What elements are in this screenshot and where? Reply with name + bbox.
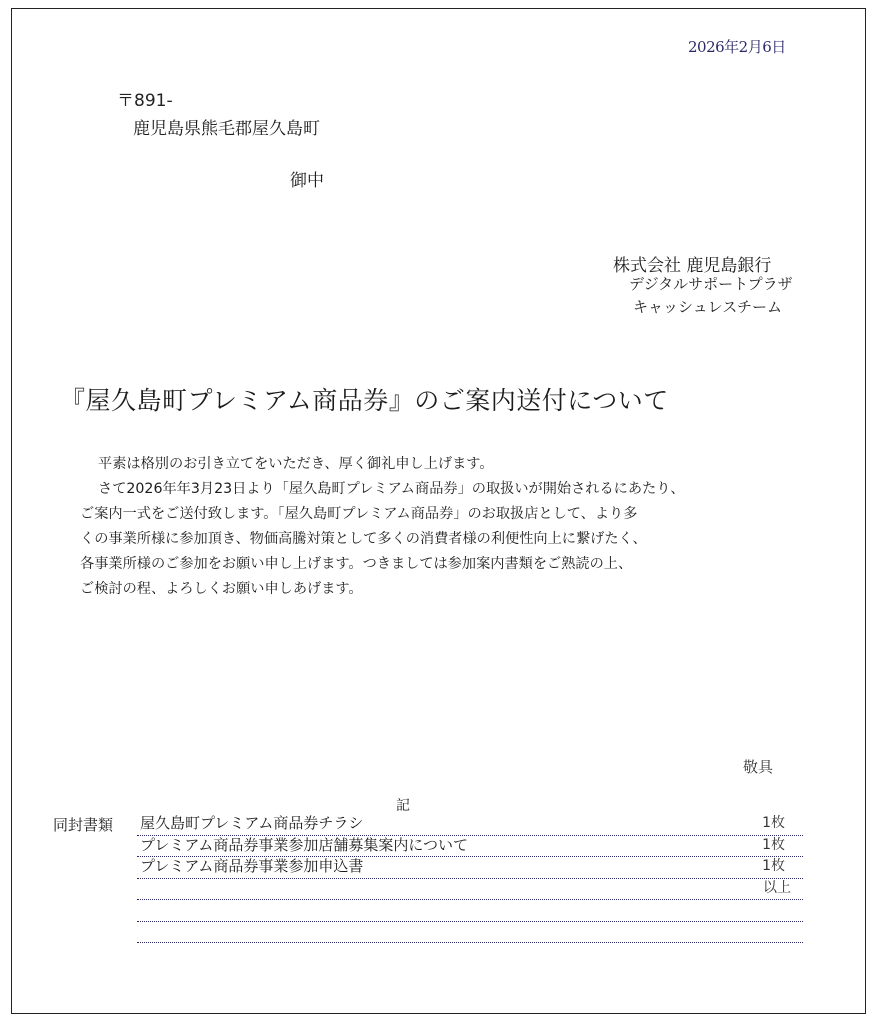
closing-keigu: 敬具 — [743, 758, 774, 776]
enclosure-list — [137, 814, 803, 943]
body-line-3: ご案内一式をご送付致します。「屋久島町プレミアム商品券」のお取扱店として、より多 — [80, 506, 638, 522]
enclosure-row — [137, 836, 803, 858]
sender-company: 株式会社 鹿児島銀行 — [613, 256, 772, 276]
body-text — [80, 452, 820, 602]
enclosure-qty: 1枚 — [762, 858, 785, 874]
body-line-4: くの事業所様に参加頂き、物価高騰対策として多くの消費者様の利便性向上に繋げたく、 — [80, 531, 647, 547]
enclosure-item: 屋久島町プレミアム商品券チラシ — [140, 814, 364, 832]
recipient-address: 鹿児島県熊毛郡屋久島町 — [133, 119, 320, 139]
document-subject: 『屋久島町プレミアム商品券』のご案内送付について — [60, 386, 669, 415]
body-line-6: ご検討の程、よろしくお願い申しあげます。 — [80, 581, 363, 597]
enclosure-end-mark: 以上 — [763, 879, 791, 896]
enclosure-item: プレミアム商品券事業参加店舗募集案内について — [140, 835, 469, 854]
recipient-postal-code: 〒891- — [117, 91, 173, 111]
enclosure-row — [137, 922, 803, 944]
enclosure-item: プレミアム商品券事業参加申込書 — [140, 857, 364, 875]
enclosure-qty: 1枚 — [762, 815, 785, 831]
enclosure-label: 同封書類 — [53, 816, 114, 834]
ki-heading: 記 — [396, 798, 410, 814]
recipient-honorific: 御中 — [290, 171, 324, 191]
enclosure-qty: 1枚 — [762, 836, 785, 853]
body-line-2: さて2026年年3月23日より「屋久島町プレミアム商品券」の取扱いが開始されるにあたり、 — [98, 481, 685, 497]
enclosure-row — [137, 879, 803, 901]
enclosure-row — [137, 857, 803, 879]
body-line-1: 平素は格別のお引き立てをいただき、厚く御礼申し上げます。 — [98, 456, 494, 472]
document-date: 2026年2月6日 — [688, 38, 786, 56]
enclosure-row — [137, 814, 803, 836]
enclosure-row — [137, 900, 803, 922]
sender-department: デジタルサポートプラザ — [629, 275, 793, 293]
body-line-5: 各事業所様のご参加をお願い申し上げます。つきましては参加案内書類をご熟読の上、 — [80, 556, 633, 572]
sender-team: キャッシュレスチーム — [633, 298, 782, 316]
